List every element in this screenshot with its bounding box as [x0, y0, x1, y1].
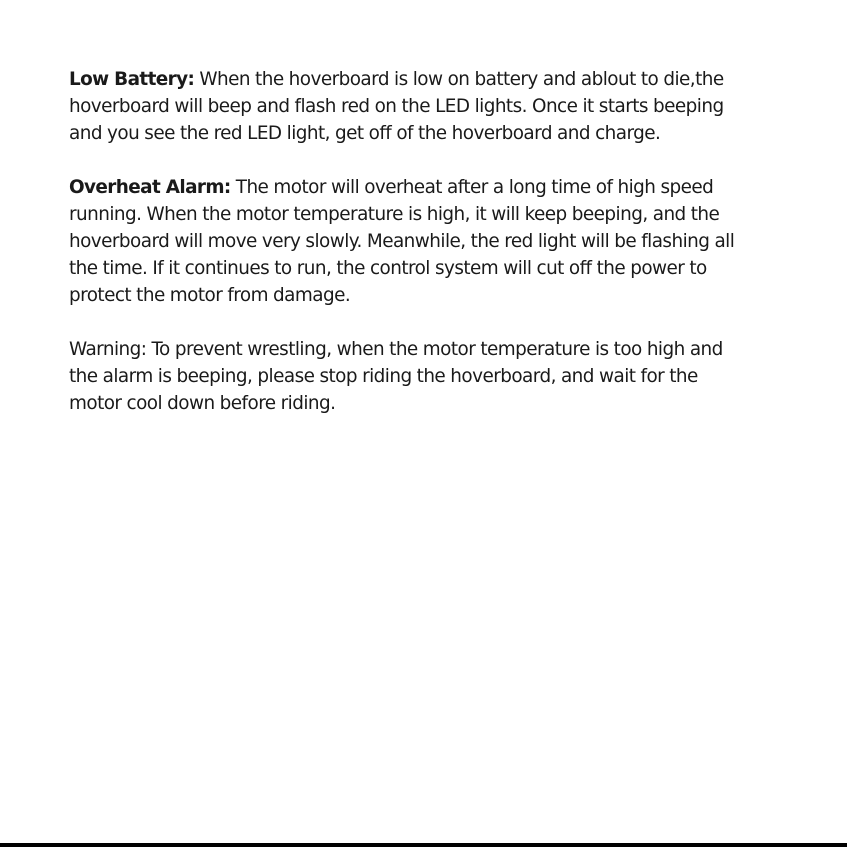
- warning-paragraph: [69, 336, 809, 417]
- low-battery-heading: Low Battery:: [69, 69, 195, 90]
- page-bottom-border: [0, 843, 847, 847]
- overheat-alarm-text-line-4: the time. If it continues to run, the control system will cut off the power to: [69, 258, 707, 279]
- overheat-alarm-text-line-1: The motor will overheat after a long time of high speed: [230, 177, 714, 198]
- overheat-alarm-text-line-2: running. When the motor temperature is high, it will keep beeping, and the: [69, 204, 720, 225]
- low-battery-text-line-3: and you see the red LED light, get off of the hoverboard and charge.: [69, 123, 661, 144]
- low-battery-text-line-1: When the hoverboard is low on battery and ablout to die,the: [194, 69, 724, 90]
- overheat-alarm-text-line-3: hoverboard will move very slowly. Meanwhile, the red light will be flashing all: [69, 231, 735, 252]
- overheat-alarm-paragraph: [69, 174, 809, 309]
- overheat-alarm-text-line-5: protect the motor from damage.: [69, 285, 351, 306]
- warning-text-line-3: motor cool down before riding.: [69, 393, 336, 414]
- warning-text-line-1: Warning: To prevent wrestling, when the motor temperature is too high and: [69, 339, 723, 360]
- low-battery-paragraph: [69, 66, 809, 147]
- warning-text-line-2: the alarm is beeping, please stop riding the hoverboard, and wait for the: [69, 366, 698, 387]
- manual-page-content: [69, 66, 809, 417]
- low-battery-text-line-2: hoverboard will beep and flash red on the LED lights. Once it starts beeping: [69, 96, 724, 117]
- overheat-alarm-heading: Overheat Alarm:: [69, 177, 231, 198]
